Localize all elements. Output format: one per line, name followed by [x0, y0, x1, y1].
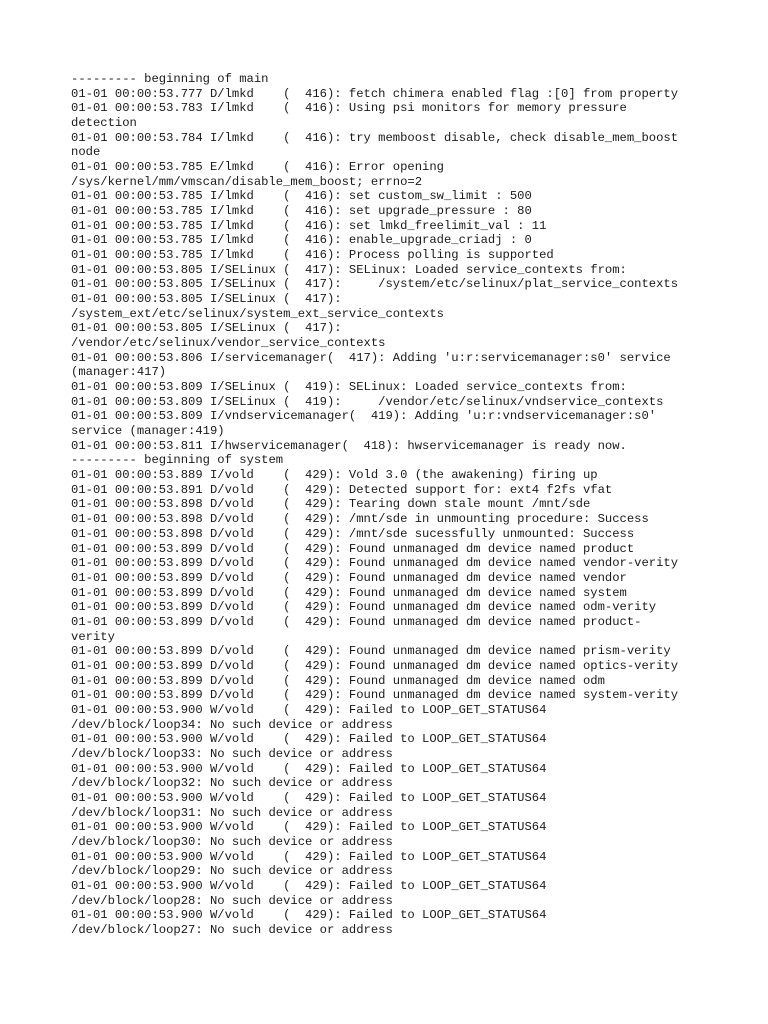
log-line: 01-01 00:00:53.805 I/SELinux ( 417):: [71, 292, 342, 307]
log-line: 01-01 00:00:53.805 I/SELinux ( 417):: [71, 321, 342, 336]
log-line: node: [71, 145, 101, 160]
log-line: 01-01 00:00:53.805 I/SELinux ( 417): SELinux: Loaded service_contexts from:: [71, 262, 627, 277]
log-line: 01-01 00:00:53.899 D/vold ( 429): Found unmanaged dm device named system-verity: [71, 688, 679, 703]
log-line: /sys/kernel/mm/vmscan/disable_mem_boost; errno=2: [71, 174, 423, 189]
log-line: 01-01 00:00:53.809 I/SELinux ( 419): /vendor/etc/selinux/vndservice_contexts: [71, 394, 664, 409]
log-line: detection: [71, 116, 137, 131]
log-line: /system_ext/etc/selinux/system_ext_service_contexts: [71, 306, 444, 321]
log-line: 01-01 00:00:53.784 I/lmkd ( 416): try memboost disable, check disable_mem_boost: [71, 130, 679, 145]
log-line: 01-01 00:00:53.898 D/vold ( 429): /mnt/sde in unmounting procedure: Success: [71, 512, 649, 527]
log-line: --------- beginning of main: [71, 72, 269, 86]
log-line: 01-01 00:00:53.899 D/vold ( 429): Found unmanaged dm device named odm: [71, 673, 605, 688]
log-line: 01-01 00:00:53.785 I/lmkd ( 416): set custom_sw_limit : 500: [71, 189, 532, 204]
log-line: 01-01 00:00:53.900 W/vold ( 429): Failed to LOOP_GET_STATUS64: [71, 849, 547, 864]
log-line: 01-01 00:00:53.900 W/vold ( 429): Failed to LOOP_GET_STATUS64: [71, 761, 547, 776]
log-line: 01-01 00:00:53.898 D/vold ( 429): Tearing down stale mount /mnt/sde: [71, 497, 591, 512]
log-line: 01-01 00:00:53.806 I/servicemanager( 417): Adding 'u:r:servicemanager:s0' service: [71, 350, 671, 365]
log-line: /dev/block/loop33: No such device or address: [71, 746, 393, 761]
log-line: 01-01 00:00:53.900 W/vold ( 429): Failed to LOOP_GET_STATUS64: [71, 878, 547, 893]
log-line: /dev/block/loop30: No such device or address: [71, 834, 393, 849]
log-line: 01-01 00:00:53.899 D/vold ( 429): Found unmanaged dm device named optics-verity: [71, 658, 679, 673]
log-line: 01-01 00:00:53.899 D/vold ( 429): Found unmanaged dm device named prism-verity: [71, 644, 671, 659]
log-line: 01-01 00:00:53.809 I/SELinux ( 419): SELinux: Loaded service_contexts from:: [71, 380, 627, 395]
log-line: /dev/block/loop28: No such device or address: [71, 893, 393, 908]
log-line: 01-01 00:00:53.899 D/vold ( 429): Found unmanaged dm device named product: [71, 541, 635, 556]
log-line: 01-01 00:00:53.900 W/vold ( 429): Failed to LOOP_GET_STATUS64: [71, 820, 547, 835]
log-line: 01-01 00:00:53.809 I/vndservicemanager( 419): Adding 'u:r:vndservicemanager:s0': [71, 409, 657, 424]
log-line: verity: [71, 629, 115, 644]
log-line: 01-01 00:00:53.900 W/vold ( 429): Failed to LOOP_GET_STATUS64: [71, 908, 547, 923]
log-line: 01-01 00:00:53.785 I/lmkd ( 416): Process polling is supported: [71, 248, 554, 263]
log-line: (manager:417): [71, 365, 167, 380]
log-line: 01-01 00:00:53.811 I/hwservicemanager( 418): hwservicemanager is ready now.: [71, 438, 627, 453]
log-line: 01-01 00:00:53.899 D/vold ( 429): Found unmanaged dm device named system: [71, 585, 627, 600]
log-line: /dev/block/loop34: No such device or address: [71, 717, 393, 732]
log-line: /dev/block/loop32: No such device or address: [71, 776, 393, 791]
log-line: 01-01 00:00:53.899 D/vold ( 429): Found unmanaged dm device named vendor: [71, 570, 627, 585]
log-line: /vendor/etc/selinux/vendor_service_contexts: [71, 336, 386, 351]
log-text-block: [71, 72, 711, 938]
log-line: 01-01 00:00:53.785 I/lmkd ( 416): set lmkd_freelimit_val : 11: [71, 218, 547, 233]
log-line: 01-01 00:00:53.783 I/lmkd ( 416): Using psi monitors for memory pressure: [71, 101, 627, 116]
log-line: 01-01 00:00:53.891 D/vold ( 429): Detected support for: ext4 f2fs vfat: [71, 482, 613, 497]
log-line: service (manager:419): [71, 424, 225, 439]
log-line: /dev/block/loop31: No such device or address: [71, 805, 393, 820]
log-line: 01-01 00:00:53.899 D/vold ( 429): Found unmanaged dm device named vendor-verity: [71, 556, 679, 571]
log-line: --------- beginning of system: [71, 453, 284, 468]
log-line: 01-01 00:00:53.805 I/SELinux ( 417): /system/etc/selinux/plat_service_contexts: [71, 277, 679, 292]
log-line: 01-01 00:00:53.785 I/lmkd ( 416): set upgrade_pressure : 80: [71, 204, 532, 219]
log-line: 01-01 00:00:53.777 D/lmkd ( 416): fetch chimera enabled flag :[0] from property: [71, 86, 679, 101]
log-line: /dev/block/loop29: No such device or address: [71, 864, 393, 879]
log-line: 01-01 00:00:53.785 I/lmkd ( 416): enable_upgrade_criadj : 0: [71, 233, 532, 248]
log-line: 01-01 00:00:53.900 W/vold ( 429): Failed to LOOP_GET_STATUS64: [71, 732, 547, 747]
log-line: 01-01 00:00:53.785 E/lmkd ( 416): Error opening: [71, 160, 444, 175]
log-line: 01-01 00:00:53.900 W/vold ( 429): Failed to LOOP_GET_STATUS64: [71, 790, 547, 805]
log-line: /dev/block/loop27: No such device or address: [71, 922, 393, 937]
log-line: 01-01 00:00:53.898 D/vold ( 429): /mnt/sde sucessfully unmounted: Success: [71, 526, 635, 541]
log-line: 01-01 00:00:53.899 D/vold ( 429): Found unmanaged dm device named odm-verity: [71, 600, 657, 615]
log-line: 01-01 00:00:53.899 D/vold ( 429): Found unmanaged dm device named product-: [71, 614, 642, 629]
log-line: 01-01 00:00:53.900 W/vold ( 429): Failed to LOOP_GET_STATUS64: [71, 702, 547, 717]
log-line: 01-01 00:00:53.889 I/vold ( 429): Vold 3.0 (the awakening) firing up: [71, 468, 598, 483]
